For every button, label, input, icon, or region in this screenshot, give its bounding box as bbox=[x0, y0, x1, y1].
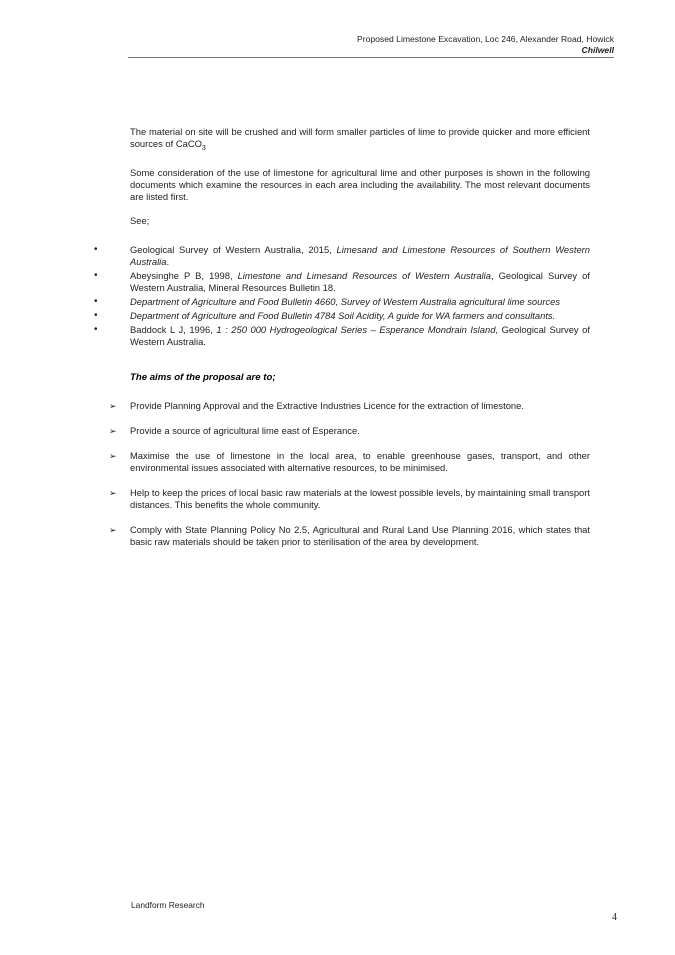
arrow-bullet-icon: ➢ bbox=[109, 524, 117, 535]
page-header bbox=[128, 34, 614, 56]
aim-text: Provide Planning Approval and the Extractive Industries Licence for the extraction of limestone. bbox=[130, 399, 524, 411]
reference-italic: Limestone and Limesand Resources of Western Australia bbox=[237, 269, 491, 281]
reference-plain: Geological Survey of Western Australia, 2015, bbox=[130, 243, 337, 255]
reference-plain: Abeysinghe P B, 1998, bbox=[130, 269, 238, 281]
arrow-bullet-icon: ➢ bbox=[109, 400, 117, 411]
aim-text: Help to keep the prices of local basic raw materials at the lowest possible levels, by maintaining small transport distances. This benefits the whole community. bbox=[130, 486, 590, 510]
caco3-subscript: 3 bbox=[201, 144, 206, 152]
reference-tail: . bbox=[166, 255, 170, 267]
arrow-bullet-icon: ➢ bbox=[109, 450, 117, 461]
aim-item bbox=[109, 449, 590, 474]
aim-text: Maximise the use of limestone in the local area, to enable greenhouse gases, transport, and other environmental issues associated with alternative resources, to be minimised. bbox=[130, 449, 590, 473]
page-number: 4 bbox=[612, 912, 617, 923]
reference-item bbox=[130, 324, 590, 348]
reference-italic: 1 : 250 000 Hydrogeological Series – Esperance Mondrain Island bbox=[216, 323, 496, 335]
see-label: See; bbox=[130, 214, 150, 226]
header-company: Chilwell bbox=[581, 45, 614, 55]
aim-item bbox=[109, 486, 590, 511]
reference-item bbox=[130, 296, 590, 308]
reference-item bbox=[130, 270, 590, 294]
reference-list bbox=[130, 244, 590, 348]
reference-italic: Department of Agriculture and Food Bulletin 4784 Soil Acidity, A guide for WA farmers and consultants. bbox=[130, 309, 556, 321]
reference-tail: , Geological Survey of Western Australia. bbox=[130, 323, 590, 347]
aim-item bbox=[109, 424, 590, 437]
paragraph-material-text: The material on site will be crushed and will form smaller particles of lime to provide quicker and more efficient sources of CaCO bbox=[130, 126, 590, 149]
aim-text: Comply with State Planning Policy No 2.5, Agricultural and Rural Land Use Planning 2016, which states that basic raw materials should be taken prior to sterilisation of the area by development. bbox=[130, 523, 590, 547]
arrow-bullet-icon: ➢ bbox=[109, 425, 117, 436]
arrow-bullet-icon: ➢ bbox=[109, 487, 117, 498]
aims-heading: The aims of the proposal are to; bbox=[130, 371, 276, 383]
reference-italic: Department of Agriculture and Food Bulletin 4660, Survey of Western Australia agricultural lime sources bbox=[130, 295, 561, 307]
aim-text: Provide a source of agricultural lime east of Esperance. bbox=[130, 424, 360, 436]
reference-italic: Limesand and Limestone Resources of Southern Western Australia bbox=[130, 243, 590, 267]
paragraph-consideration: Some consideration of the use of limestone for agricultural lime and other purposes is shown in the following documents which examine the resources in each area including the availability. The most relevant documents are listed first. bbox=[130, 166, 590, 202]
document-body bbox=[109, 126, 590, 561]
header-divider bbox=[128, 57, 614, 58]
aim-item bbox=[109, 523, 590, 548]
reference-tail: , Geological Survey of Western Australia, Mineral Resources Bulletin 18. bbox=[130, 269, 590, 293]
paragraph-material bbox=[130, 126, 590, 155]
reference-plain: Baddock L J, 1996, bbox=[130, 323, 217, 335]
aim-item bbox=[109, 399, 590, 412]
footer-org: Landform Research bbox=[131, 900, 205, 910]
header-title: Proposed Limestone Excavation, Loc 246, Alexander Road, Howick bbox=[356, 34, 614, 44]
reference-item bbox=[130, 244, 590, 268]
aims-list bbox=[109, 399, 590, 548]
reference-item bbox=[130, 310, 590, 322]
